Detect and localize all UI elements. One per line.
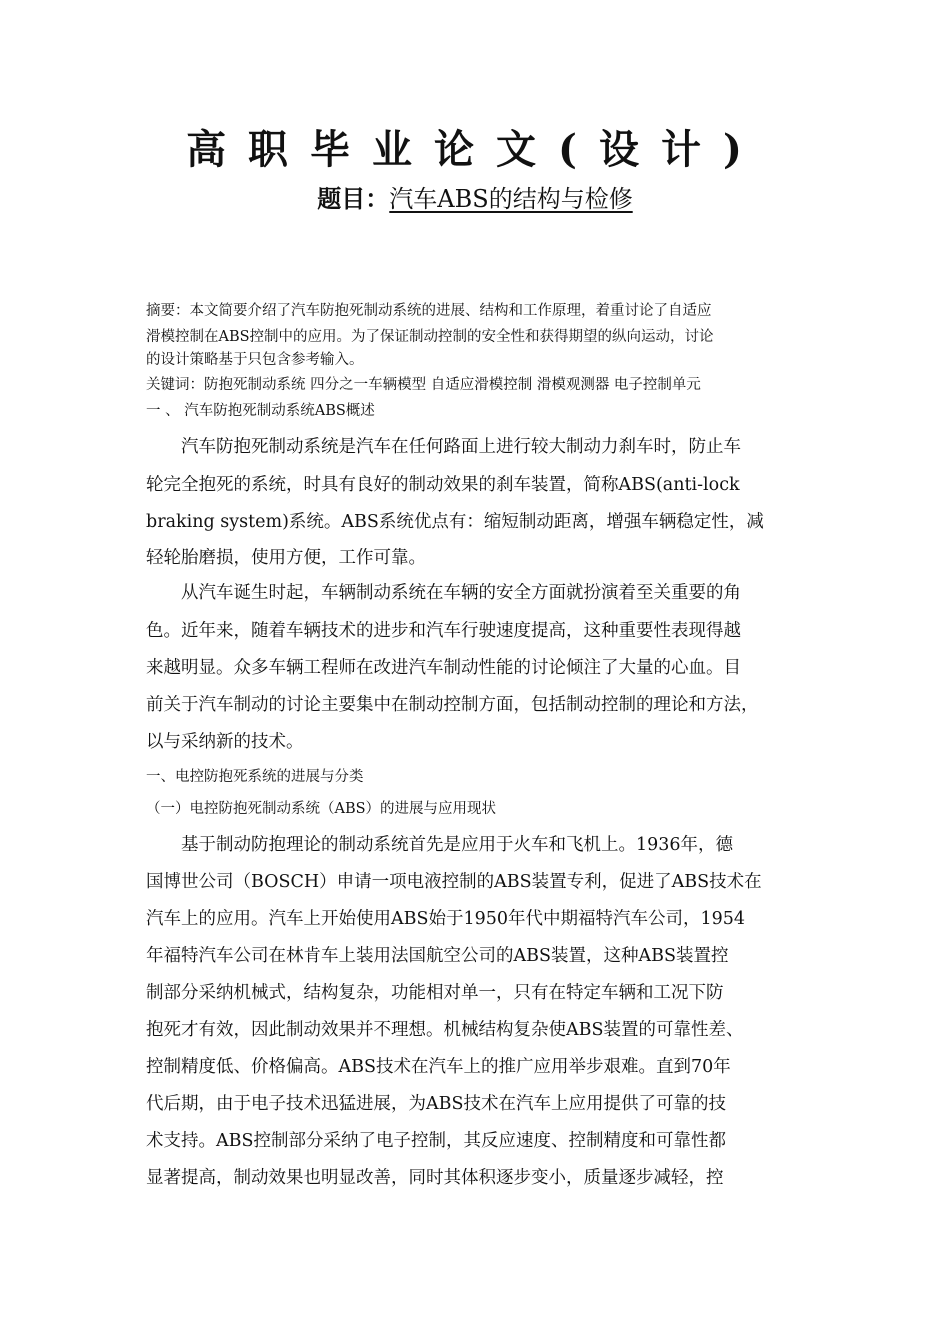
thesis-topic	[0, 182, 950, 216]
topic-label: 题目：	[317, 184, 390, 213]
paragraph-line: 色。近年来，随着车辆技术的进步和汽车行驶速度提高，这种重要性表现得越	[146, 621, 741, 641]
paragraph-line: 以与采纳新的技术。	[146, 732, 304, 752]
paragraph-line: 代后期，由于电子技术迅猛进展，为ABS技术在汽车上应用提供了可靠的技	[146, 1094, 726, 1114]
section-heading: 一、电控防抱死系统的进展与分类	[146, 769, 364, 785]
subsection-heading: （一）电控防抱死制动系统（ABS）的进展与应用现状	[146, 801, 497, 817]
paragraph-line: 前关于汽车制动的讨论主要集中在制动控制方面，包括制动控制的理论和方法，	[146, 695, 759, 715]
abstract-line: 滑模控制在ABS控制中的应用。为了保证制动控制的安全性和获得期望的纵向运动，讨论	[146, 329, 714, 345]
paragraph-line: 术支持。ABS控制部分采纳了电子控制，其反应速度、控制精度和可靠性都	[146, 1131, 726, 1151]
paragraph-line: 制部分采纳机械式，结构复杂，功能相对单一，只有在特定车辆和工况下防	[146, 983, 724, 1003]
paragraph-line: 显著提高，制动效果也明显改善，同时其体积逐步变小，质量逐步减轻，控	[146, 1168, 724, 1188]
paragraph-line: 从汽车诞生时起，车辆制动系统在车辆的安全方面就扮演着至关重要的角	[146, 583, 741, 603]
paragraph-line: 控制精度低、价格偏高。ABS技术在汽车上的推广应用举步艰难。直到70年	[146, 1057, 731, 1077]
paragraph-line: 轻轮胎磨损，使用方便，工作可靠。	[146, 548, 426, 568]
paragraph-line: 抱死才有效，因此制动效果并不理想。机械结构复杂使ABS装置的可靠性差、	[146, 1020, 744, 1040]
paragraph-line: 汽车上的应用。汽车上开始使用ABS始于1950年代中期福特汽车公司，1954	[146, 909, 746, 929]
paragraph-line: 来越明显。众多车辆工程师在改进汽车制动性能的讨论倾注了大量的心血。目	[146, 658, 741, 678]
paragraph-line: 年福特汽车公司在林肯车上装用法国航空公司的ABS装置，这种ABS装置控	[146, 946, 729, 966]
paragraph-line: 国博世公司（BOSCH）申请一项电液控制的ABS装置专利，促进了ABS技术在	[146, 872, 762, 892]
paragraph-line: 基于制动防抱理论的制动系统首先是应用于火车和飞机上。1936年，德	[146, 835, 734, 855]
abstract-line: 摘要：本文简要介绍了汽车防抱死制动系统的进展、结构和工作原理，着重讨论了自适应	[146, 303, 712, 319]
abstract-line: 的设计策略基于只包含参考输入。	[146, 352, 364, 368]
paragraph-line: braking system)系统。ABS系统优点有：缩短制动距离，增强车辆稳定性，减	[146, 512, 764, 532]
thesis-title: 高职毕业论文(设计)	[186, 126, 764, 173]
paragraph-line: 轮完全抱死的系统，时具有良好的制动效果的刹车装置，简称ABS(anti-lock	[146, 475, 740, 495]
topic-value: 汽车ABS的结构与检修	[389, 185, 633, 213]
section-heading: 一 、 汽车防抱死制动系统ABS概述	[146, 403, 375, 419]
keywords: 关键词：防抱死制动系统 四分之一车辆模型 自适应滑模控制 滑模观测器 电子控制单元	[146, 377, 701, 393]
paragraph-line: 汽车防抱死制动系统是汽车在任何路面上进行较大制动力刹车时，防止车	[146, 437, 741, 457]
